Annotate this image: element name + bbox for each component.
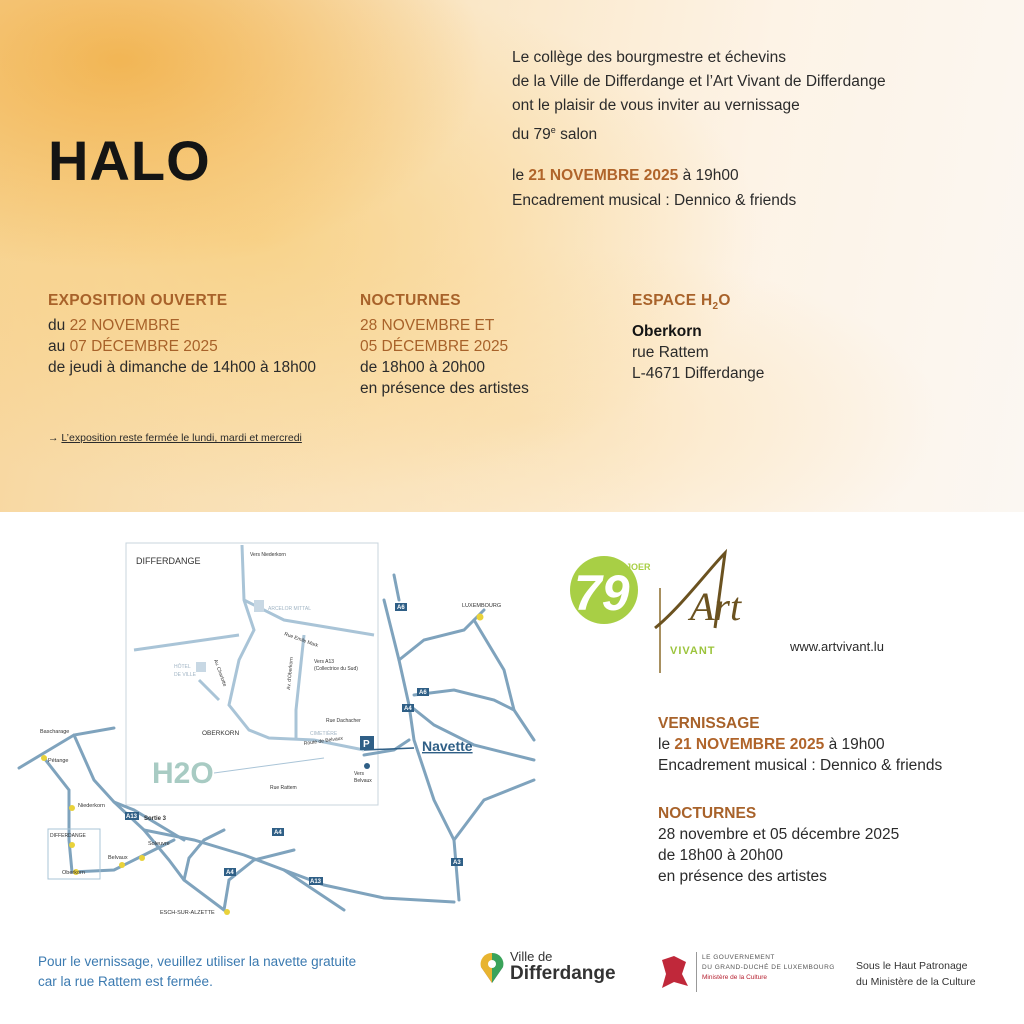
lion-crest-icon (654, 952, 694, 992)
vernissage-heading: VERNISSAGE (658, 715, 760, 732)
music-line: Encadrement musical : Dennico & friends (512, 192, 797, 209)
map-label: LUXEMBOURG (462, 603, 502, 609)
79-joer-logo (564, 548, 660, 630)
map-label: (Collectrice du Sud) (314, 666, 358, 672)
motorway-badge: A4 (404, 706, 412, 712)
venue-block (632, 290, 764, 384)
map-label: Vers A13 (314, 659, 335, 665)
motorway-badge: A6 (397, 605, 405, 611)
arrow-right-icon: → (48, 432, 59, 444)
patronage-text: Sous le Haut Patronage du Ministère de la Culture (856, 960, 976, 988)
art-vivant-logo (650, 548, 780, 673)
nocturnes-bottom-heading: NOCTURNES (658, 805, 757, 822)
svg-text:Art: Art (690, 584, 742, 629)
motorway-badge: A3 (453, 860, 461, 866)
venue-city: L-4671 Differdange (632, 365, 765, 383)
intro-line: de la Ville de Differdange et l’Art Vivant de Differdange (512, 73, 886, 90)
motorway-badge: A4 (226, 870, 234, 876)
exhibition-open-block: EXPOSITION OUVERTE du 22 NOVEMBRE au 07 DÉCEMBRE 2025 de jeudi à dimanche de 14h00 à 18h00 (48, 292, 317, 376)
map-label: Rue Dachacher (326, 718, 361, 724)
map-label: Rue Emile Mark (283, 631, 319, 650)
motorway-badge: A13 (310, 879, 322, 885)
map-label: DIFFERDANGE (50, 833, 86, 839)
navette-label: Navette (422, 738, 473, 754)
government-logo: LE GOUVERNEMENT DU GRAND-DUCHÉ DE LUXEMBOURG Ministère de la Culture (654, 950, 844, 998)
map-label: Sortie 3 (144, 816, 167, 822)
map-label: Av. Charlotte (212, 658, 228, 688)
map-label: Route de Belvaux (303, 735, 344, 747)
nocturnes-block: NOCTURNES 28 NOVEMBRE ET 05 DÉCEMBRE 2025 de 18h00 à 20h00 en présence des artistes (360, 292, 529, 397)
intro-line: Le collège des bourgmestre et échevins (512, 49, 786, 66)
motorway-badge: A13 (126, 814, 138, 820)
opening-hours: de jeudi à dimanche de 14h00 à 18h00 (48, 359, 317, 376)
pin-icon (478, 949, 506, 985)
venue-street: rue Rattem (632, 344, 709, 362)
h2o-logo: H2O (152, 757, 214, 790)
motorway-badge: A6 (419, 690, 427, 696)
exhibition-heading: EXPOSITION OUVERTE (48, 292, 228, 309)
svg-text:JOER: JOER (626, 562, 651, 572)
map-label: DE VILLE (174, 672, 196, 678)
intro-line: ont le plaisir de vous inviter au vernissage (512, 97, 800, 114)
map-label: ESCH-SUR-ALZETTE (160, 910, 215, 916)
svg-text:VIVANT: VIVANT (670, 645, 716, 657)
shuttle-note: Pour le vernissage, veuillez utiliser la navette gratuite car la rue Rattem est fermée. (38, 954, 357, 989)
exhibition-title: HALO (48, 129, 211, 192)
venue-heading: ESPACE $H_2O$ (632, 292, 731, 313)
closure-note: → L’exposition reste fermée le lundi, mardi et mercredi (48, 432, 302, 444)
invitation-text (512, 46, 992, 147)
map-label-differdange: DIFFERDANGE (136, 556, 201, 566)
venue-place: Oberkorn (632, 323, 702, 341)
svg-text:79: 79 (574, 565, 630, 621)
parking-label: P (363, 739, 370, 750)
nocturnes-bottom-block: NOCTURNES 28 novembre et 05 décembre 2025 de 18h00 à 20h00 en présence des artistes (658, 805, 900, 885)
map-label: Belvaux (108, 855, 128, 861)
map-label: Niederkorn (78, 803, 105, 809)
intro-line: du 79e salon (512, 125, 598, 144)
map-label: HÔTEL (174, 664, 191, 670)
map-label: Bascharage (40, 729, 70, 735)
ville-differdange-logo: Ville de Differdange (478, 945, 638, 995)
motorway-badge: A4 (274, 830, 282, 836)
map-label: Rue Rattem (270, 785, 297, 791)
access-map (14, 540, 554, 920)
map-label: ARCELOR MITTAL (268, 606, 311, 612)
vernissage-block: VERNISSAGE le 21 NOVEMBRE 2025 à 19h00 Encadrement musical : Dennico & friends (658, 715, 943, 774)
website-link[interactable]: www.artvivant.lu (790, 639, 884, 654)
map-label: Av. d'Oberkorn (286, 657, 295, 691)
map-label: Belvaux (354, 778, 372, 784)
map-label: Soleuvre (148, 841, 170, 847)
map-label: CIMETIÈRE (310, 731, 338, 737)
nocturnes-heading: NOCTURNES (360, 292, 461, 309)
map-label: OBERKORN (202, 730, 240, 737)
vernissage-date-top: le 21 NOVEMBRE 2025 à 19h00 Encadrement musical : Dennico & friends (512, 163, 796, 213)
map-label: Pétange (48, 758, 69, 764)
map-label: Vers (354, 771, 365, 777)
map-label: Vers Niederkorn (250, 552, 286, 558)
map-label: Oberkorn (62, 870, 85, 876)
